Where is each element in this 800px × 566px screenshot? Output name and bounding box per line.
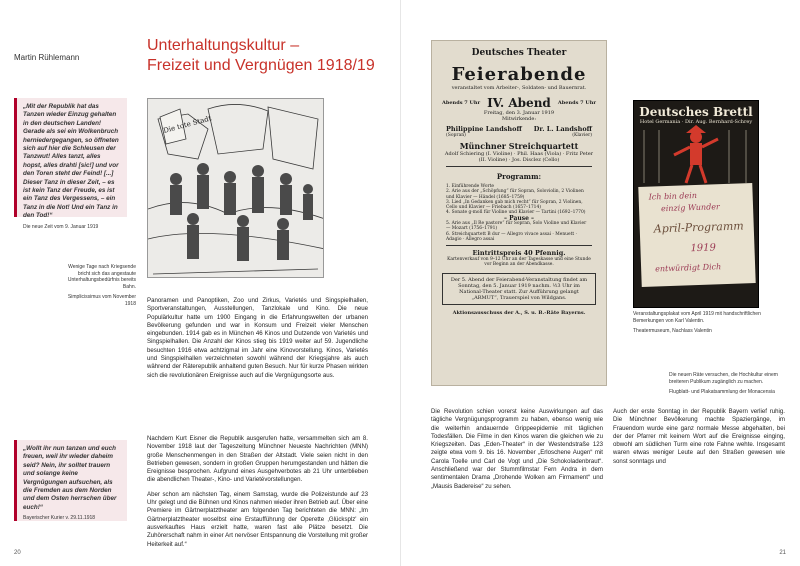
body-column-2 (147, 435, 368, 555)
poster-artist-1-role: (Sopran) (446, 133, 466, 138)
jester-illustration (634, 125, 759, 185)
sketch-illustration (148, 99, 324, 278)
body-paragraph-1: Panoramen und Panoptiken, Zoo und Zirkus, Varietés und Singspielhallen, Sportveranstaltungen, Ausstellungen, Tanzlokale und Kino. Die neue Populärkultur hatte um 1900 Eingang in die Erfahrungswelten der urbanen Bevölkerung gefunden und war in Konsum und Freizeit vieler Menschen eingebunden. 1914 gab es in München 46 Kinos und Dutzende von Varietés und Singspielhallen. Die Anzahl der Kinos stieg bis 1919 weiter auf 59. Jugendliche besuchten 1916 etwa achtzigmal im Jahr eine Kinovorstellung. Kinos, Varietés und Singspielhallen verzeichneten sowohl während der Kriegsjahre als auch während der Räterepublik anhaltend guten Besuch. Nur für kurze Phasen wirkten sich die revolutionären Ereignisse auch auf die Vergnügungsorte aus. (147, 297, 368, 379)
brettl-caption (633, 311, 793, 335)
handwritten-note-3: entwürdigt Dich (655, 262, 722, 274)
body-paragraph: Die Revolution schien vorerst keine Auswirkungen auf das tägliche Vergnügungsprogramm zu haben, ebenso wenig wie die weiterhin andauernde Grippeepidemie mit täglichen Todesfällen. Die Filme in den Kinos waren die gleichen wie zu Kriegszeiten. Das „Eden-Theater“ in der Westendstraße 123 zeigte etwa vom 9. bis 16. November „Erloschene Augen“ mit Carola Toelle und Carl de Vogt und „Die Schokoladenbraut“. Anschließend war der Stummfilmstar Fern Andra in dem sentimentalen Drama „Drohende Wolken am Firmament“ und „Mausis Badereise“ zu sehen. (431, 408, 603, 490)
page-number-right: 21 (779, 550, 786, 556)
poster-artists (432, 125, 606, 133)
poster-date: Freitag, den 3. Januar 1919 (483, 110, 555, 116)
poster-next-evening-box: Der 5. Abend der Feierabend-Veranstaltung findet am Sonntag, den 5. Januar 1919 nachm. ½3 Uhr im National-Theater statt. Zur Aufführung gelangt „ARMUT“, Trauerspiel von Wildgans. (442, 273, 596, 305)
poster-mitwirkende: Mitwirkende: (501, 116, 537, 122)
poster-evening: IV. Abend (487, 96, 551, 110)
poster-price: Eintrittspreis 40 Pfennig. (472, 249, 566, 258)
caption-text: Veranstaltungsplakat vom April 1919 mit handschriftlichen Bemerkungen von Karl Valentin. (633, 311, 761, 324)
poster-header: Deutsches Theater (471, 48, 567, 58)
program-item: 1. Einführende Worte (446, 184, 494, 189)
page-title (147, 36, 375, 76)
poster-artist-2-role: (Klavier) (572, 133, 592, 138)
poster-artist-2: Dr. L. Landshoff (533, 125, 592, 133)
quote-box-1 (14, 98, 127, 230)
caption-text: Wenige Tage nach Kriegsende bricht sich das angestaute Unterhaltungsbedürfnis bereits Bahn. (67, 264, 136, 290)
poster-time-left: Abends 7 Uhr (442, 100, 481, 106)
poster-caption (669, 372, 795, 396)
poster-time-right: Abends 7 Uhr (557, 100, 596, 106)
quote-source: Die neue Zeit vom 9. Januar 1919 (23, 223, 99, 230)
brettl-card-title: April-Programm (653, 219, 744, 236)
brettl-title: Deutsches Brettl (639, 105, 753, 119)
program-item: 2. Arie aus der „Schöpfung“ für Sopran, Soloviolin, 2 Violinen und Klavier — Händel (1685–1759) (446, 189, 584, 200)
body-paragraph-2: Nachdem Kurt Eisner die Republik ausgerufen hatte, versammelten sich am 8. November 1918 laut der Tageszeitung Münchner Neueste Nachrichten (MNN) große Menschenmengen in den Straßen der Altstadt. Viele seien nicht in den Betrieben gewesen, sondern in großen Gruppen herumgestanden und hätten die Ereignisse besprochen. Aufgrund eines Ausgehverbotes ab 21 Uhr unterblieben die abendlichen Theater-, Kino- und Varietévorstellungen. (147, 435, 368, 484)
poster-quartet: Münchner Streichquartett (459, 141, 579, 151)
poster-subtitle: veranstaltet vom Arbeiter-, Soldaten- und Bauernrat. (451, 85, 587, 91)
quote-text: „Wollt ihr nun tanzen und euch freuen, weil ihr wieder daheim seid? Nein, ihr solltet trauern und solange keine Vergnügungen aufsuchen, als die Fremden aus dem Norden und dem Osten herrschen über euch!“ (23, 445, 117, 511)
brettl-program-card (638, 183, 755, 287)
quote-box-2 (14, 440, 127, 521)
poster-program-list (432, 184, 606, 242)
poster-title: Feierabende (451, 64, 587, 85)
poster-artist-1: Philippine Landshoff (446, 125, 522, 133)
caption-source: Theatermuseum, Nachlass Valentin (633, 328, 712, 334)
brettl-poster (633, 100, 759, 308)
handwritten-year: 1919 (690, 242, 717, 255)
caption-source: Flugblatt- und Plakatsammlung der Monacensia (669, 389, 775, 395)
right-body-column-2 (613, 408, 785, 472)
program-item: 6. Streichquartett B dur — Allegro vivace assai · Menuett · Adagio · Allegro assai (446, 231, 577, 242)
body-paragraph-3: Aber schon am nächsten Tag, einem Samstag, wurde die Polizeistunde auf 23 Uhr gelegt und die Bühnen und Kinos nahmen wieder ihren Betrieb auf. Über eine Premiere im Gärtnerplatztheater am folgenden Tag berichteten die MNN: „Im Gärtnerplatztheater woselbst eine Erstaufführung der Operette ‚Glücksplz' ein ausverkauftes Haus erzielt hatte, waren fast alle Plätze besetzt. Die Zuhörerschaft nahm in einer Art nervöser Entspannung die Vorstellung mit großer Heiterkeit auf.“ (147, 490, 368, 548)
poster-divider (446, 245, 592, 246)
poster-evening-row (432, 96, 606, 110)
right-body-column-1 (431, 408, 603, 497)
author-name: Martin Rühlemann (14, 53, 80, 62)
program-item: 4. Sonate g-moll für Violine und Klavier — Tartini (1692–1770) (446, 210, 586, 216)
caption-text: Die neuen Räte versuchen, die Hochkultur einem breiteren Publikum zugänglich zu machen. (669, 372, 778, 385)
program-item: 3. Lied „In Gedanken gab mich recht“ für Sopran, 2 Violinen, Cello und Klavier — Friebach (1657–1714) (446, 199, 583, 211)
program-item: 5. Arie aus „Il Re pastore“ für Sopran, Solo Violine und Klavier — Mozart (1756–1791) (446, 221, 587, 232)
poster-artist-roles (432, 133, 606, 138)
handwritten-note-1: Ich bin dein (648, 190, 698, 202)
brettl-subtitle: Hotel Germania · Dir. Aug. Bernhard-Schrey (639, 119, 753, 125)
sketch-sign-text: Die tote Stadt (162, 114, 213, 135)
body-paragraph: Auch der erste Sonntag in der Republik Bayern verlief ruhig. Die Münchner Bevölkerung machte Spaziergänge, im Frauendom wurde eine ganz normale Messe abgehalten, bei der der Pfarrer mit keinem Wort auf die Ereignisse einging, obwohl am südlichen Turm eine rote Fahne wehte. Insgesamt waren etwas weniger Leute auf den Straßen gewesen wie sonst sonntags und (613, 408, 785, 465)
title-line-2: Freizeit und Vergnügen 1918/19 (147, 57, 375, 74)
handwritten-note-2: einzig Wunder (660, 202, 720, 214)
poster-divider (446, 166, 592, 167)
poster-quartet-members: Adolf Schiering (I. Violine) · Phil. Haas (Viola) · Fritz Peter (II. Violine) · Jos. Disclez (Cello) (444, 151, 594, 163)
poster-footer: Aktionsausschuss der A., S. u. B.-Räte Bayerns. (452, 309, 586, 316)
poster-price-note: Kartenverkauf von 9–12 Uhr an der Tageskasse und eine Stunde vor Beginn an der Abendkasse. (447, 257, 591, 268)
simplicissimus-sketch (147, 98, 324, 278)
title-line-1: Unterhaltungskultur – (147, 37, 300, 54)
page-number-left: 20 (14, 550, 21, 556)
program-item: – Pause – (504, 214, 534, 222)
sketch-caption (58, 264, 136, 307)
quote-text: „Mit der Republik hat das Tanzen wieder Einzug gehalten in den deutschen Landen! Gerade als sei ein Wolkenbruch herniedergegangen, so öffneten sich auf hier die Schleusen der Tanzwut! Alles tanzt, alles hopst, alles drahti [sic!] und vor den Toren steht der Feind! [...] Dieser Tanz in dieser Zeit, – es ist kein Tanz der Freude, es ist ein Tanz des Vergessens, – ein Tanz in die Not! Und ein Tanz in den Tod!“ (23, 103, 119, 220)
caption-source: Simplicissimus vom November 1918 (67, 294, 136, 307)
quote-source: Bayerischer Kurier v. 29.11.1918 (23, 515, 96, 522)
poster-program-title: Programm: (496, 172, 542, 181)
right-page (400, 0, 800, 566)
feierabende-poster (431, 40, 607, 386)
